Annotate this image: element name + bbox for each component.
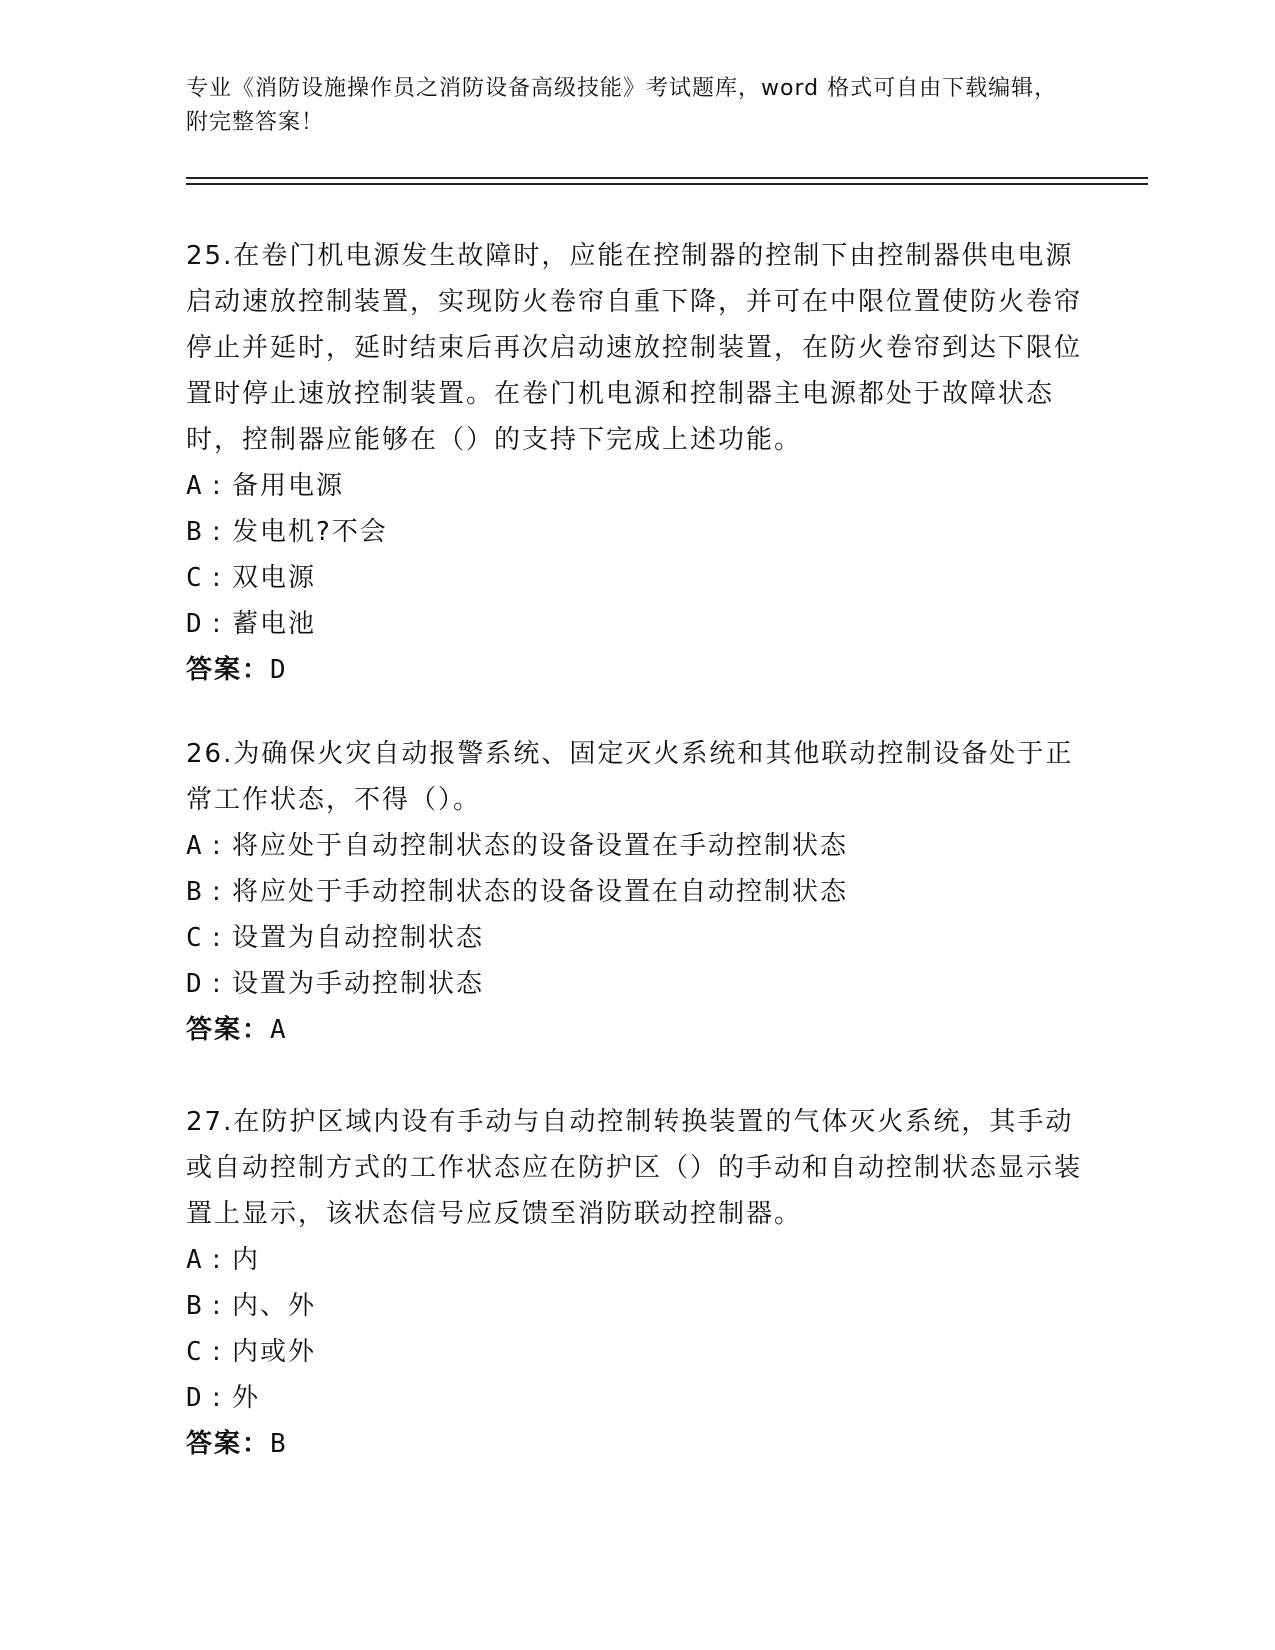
option-text: 双电源 <box>232 563 317 593</box>
answer-label: 答案： <box>186 655 271 685</box>
option-separator: : <box>212 609 223 639</box>
option-text: 将应处于自动控制状态的设备设置在手动控制状态 <box>232 831 849 861</box>
option-letter: C <box>186 1337 204 1367</box>
question-26 <box>186 731 1086 1053</box>
option-d <box>186 961 1086 1007</box>
option-b <box>186 869 1086 915</box>
option-a <box>186 823 1086 869</box>
option-letter: A <box>186 471 204 501</box>
option-c <box>186 555 1086 601</box>
option-separator: : <box>212 831 223 861</box>
option-text: 发电机?不会 <box>232 517 388 547</box>
option-letter: A <box>186 1245 204 1275</box>
option-separator: : <box>212 1337 223 1367</box>
option-text: 将应处于手动控制状态的设备设置在自动控制状态 <box>232 877 849 907</box>
answer-label: 答案： <box>186 1429 271 1459</box>
answer-value: D <box>270 655 288 685</box>
option-separator: : <box>212 1383 223 1413</box>
option-separator: : <box>212 877 223 907</box>
header-divider-bottom <box>186 183 1148 185</box>
option-d <box>186 1375 1086 1421</box>
option-separator: : <box>212 1291 223 1321</box>
option-letter: C <box>186 563 204 593</box>
option-text: 蓄电池 <box>232 609 317 639</box>
option-a <box>186 463 1086 509</box>
option-separator: : <box>212 563 223 593</box>
option-separator: : <box>212 923 223 953</box>
option-letter: D <box>186 609 204 639</box>
option-separator: : <box>212 969 223 999</box>
option-text: 设置为手动控制状态 <box>232 969 485 999</box>
answer-value: A <box>270 1015 288 1045</box>
option-letter: C <box>186 923 204 953</box>
answer-line <box>186 1421 1086 1467</box>
option-text: 内、外 <box>232 1291 317 1321</box>
option-text: 内 <box>232 1245 261 1275</box>
option-c <box>186 1329 1086 1375</box>
option-d <box>186 601 1086 647</box>
answer-value: B <box>270 1429 288 1459</box>
option-c <box>186 915 1086 961</box>
question-25 <box>186 233 1086 693</box>
option-text: 备用电源 <box>232 471 345 501</box>
option-letter: B <box>186 517 204 547</box>
option-list <box>186 463 1086 647</box>
option-b <box>186 1283 1086 1329</box>
option-b <box>186 509 1086 555</box>
option-separator: : <box>212 517 223 547</box>
option-letter: B <box>186 877 204 907</box>
question-stem: 25.在卷门机电源发生故障时，应能在控制器的控制下由控制器供电电源启动速放控制装置，实现防火卷帘自重下降，并可在中限位置使防火卷帘停止并延时，延时结束后再次启动速放控制装置，在防火卷帘到达下限位置时停止速放控制装置。在卷门机电源和控制器主电源都处于故障状态时，控制器应能够在（）的支持下完成上述功能。 <box>186 241 1083 455</box>
answer-label: 答案： <box>186 1015 271 1045</box>
option-text: 设置为自动控制状态 <box>232 923 485 953</box>
option-separator: : <box>212 471 223 501</box>
option-letter: D <box>186 969 204 999</box>
option-letter: D <box>186 1383 204 1413</box>
option-letter: B <box>186 1291 204 1321</box>
option-text: 外 <box>232 1383 261 1413</box>
document-header: 专业《消防设施操作员之消防设备高级技能》考试题库，word 格式可自由下载编辑，附完整答案！ <box>186 76 1058 135</box>
option-list <box>186 1237 1086 1421</box>
option-separator: : <box>212 1245 223 1275</box>
answer-line <box>186 1007 1086 1053</box>
option-text: 内或外 <box>232 1337 317 1367</box>
header-divider-top <box>186 177 1148 179</box>
question-stem: 27.在防护区域内设有手动与自动控制转换装置的气体灭火系统，其手动或自动控制方式的工作状态应在防护区（）的手动和自动控制状态显示装置上显示，该状态信号应反馈至消防联动控制器。 <box>186 1107 1083 1229</box>
option-a <box>186 1237 1086 1283</box>
answer-line <box>186 647 1086 693</box>
option-letter: A <box>186 831 204 861</box>
question-27 <box>186 1099 1086 1467</box>
option-list <box>186 823 1086 1007</box>
question-stem: 26.为确保火灾自动报警系统、固定灭火系统和其他联动控制设备处于正常工作状态，不得（）。 <box>186 739 1074 815</box>
